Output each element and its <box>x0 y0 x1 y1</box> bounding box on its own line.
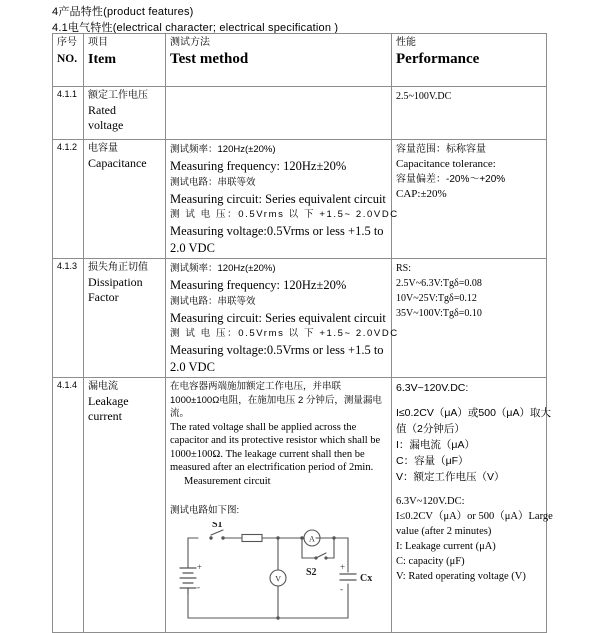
column-header-item-cn: 项目 <box>88 37 108 48</box>
column-header-item-en: Item <box>88 52 116 67</box>
performance-line: value (after 2 minutes) <box>396 526 492 537</box>
performance-line: 值（2分钟后） <box>396 423 465 435</box>
row-item <box>84 87 166 140</box>
column-header-item <box>84 34 166 87</box>
performance-line: RS: <box>396 263 412 274</box>
row-performance <box>392 259 547 378</box>
performance-spacer <box>396 485 543 494</box>
performance-line: I≤0.2CV（μA）or 500（μA）Large <box>396 511 553 522</box>
junction-dots <box>209 536 335 619</box>
row-test-method <box>166 378 392 633</box>
column-header-performance-en: Performance <box>396 51 480 67</box>
row-item-en-line1: Leakage <box>88 394 129 408</box>
capacitor-plus-label: + <box>340 562 346 572</box>
row-item-cn: 电容量 <box>88 143 118 154</box>
test-line: 测试电路：串联等效 <box>170 176 256 188</box>
battery-symbol <box>180 568 196 594</box>
row-item <box>84 259 166 378</box>
row-item-en-line1: Rated <box>88 103 116 117</box>
heading-electrical-characteristics: 4.1电气特性(electrical character; electrical specification ) <box>52 22 339 34</box>
test-line: Measuring voltage:0.5Vrms or less +1.5 to <box>170 224 384 238</box>
performance-line: Capacitance tolerance: <box>396 158 496 170</box>
column-header-test-method <box>166 34 392 87</box>
electrical-specification-table <box>52 33 553 633</box>
performance-line: 6.3V~120V.DC: <box>396 496 465 507</box>
test-measurement-circuit-label: Measurement circuit <box>184 475 271 487</box>
row-item-cn: 损失角正切值 <box>88 262 148 273</box>
battery-minus-label: - <box>197 582 200 592</box>
test-line: 测试电路：串联等效 <box>170 295 256 307</box>
test-line: Measuring voltage:0.5Vrms or less +1.5 to <box>170 343 384 357</box>
table-row <box>53 87 547 140</box>
row-number: 4.1.2 <box>53 140 84 259</box>
performance-line: C：容量（μF） <box>396 455 469 467</box>
test-line: Measuring circuit: Series equivalent circuit <box>170 310 386 325</box>
column-header-no-cn: 序号 <box>57 37 77 48</box>
test-line: 2.0 VDC <box>170 359 215 374</box>
performance-line: 2.5~100V.DC <box>396 91 452 102</box>
row-number: 4.1.3 <box>53 259 84 378</box>
performance-line: I：漏电流（μA） <box>396 439 475 451</box>
test-line: 测试频率：120Hz(±20%) <box>170 263 276 274</box>
row-number: 4.1.4 <box>53 378 84 633</box>
capacitor-symbol <box>340 574 356 580</box>
performance-line: 6.3V~120V.DC: <box>396 382 469 394</box>
column-header-no-en: NO. <box>57 53 78 65</box>
table-row <box>53 259 547 378</box>
test-line: Measuring frequency: 120Hz±20% <box>170 278 347 292</box>
row-performance <box>392 87 547 140</box>
table-row <box>53 140 547 259</box>
performance-line: 35V~100V:Tgδ=0.10 <box>396 308 482 319</box>
test-line: Measuring frequency: 120Hz±20% <box>170 159 347 173</box>
row-item-en-line1: Capacitance <box>88 156 147 170</box>
performance-line: V: Rated operating voltage (V) <box>396 571 526 582</box>
test-paragraph-en: The rated voltage shall be applied across the capacitor and its protective resistor which shall be 1000±100Ω. The leakage current shall then be measured after an electrification period of 2min. <box>170 421 381 473</box>
table-header-row <box>53 34 547 87</box>
column-header-test-method-en: Test method <box>170 51 249 67</box>
capacitor-cx-label: Cx <box>360 573 373 584</box>
row-item <box>84 378 166 633</box>
row-item <box>84 140 166 259</box>
row-item-cn: 额定工作电压 <box>88 90 148 101</box>
battery-plus-label: + <box>197 562 203 572</box>
performance-line: 容量偏差：-20%～+20% <box>396 174 506 185</box>
measurement-circuit-diagram <box>178 522 388 630</box>
row-item-en-line1: Dissipation <box>88 275 143 289</box>
performance-line: I: Leakage current (μA) <box>396 541 496 552</box>
column-header-no <box>53 34 84 87</box>
row-item-en-line2: Factor <box>88 290 119 304</box>
performance-line: CAP:±20% <box>396 188 447 200</box>
column-header-performance-cn: 性能 <box>396 37 416 48</box>
capacitor-minus-label: - <box>340 584 343 594</box>
table-row <box>53 378 547 633</box>
row-test-method <box>166 140 399 259</box>
test-line: 2.0 VDC <box>170 240 215 255</box>
row-test-method <box>166 87 392 140</box>
performance-line: I≤0.2CV（μA）或500（μA）取大 <box>396 407 551 419</box>
performance-line: 10V~25V:Tgδ=0.12 <box>396 293 477 304</box>
voltmeter-icon: V <box>275 574 281 584</box>
performance-line: 2.5V~6.3V:Tgδ=0.08 <box>396 278 482 289</box>
test-line: 测 试 电 压：0.5Vrms 以 下 +1.5~ 2.0VDC <box>170 328 399 339</box>
performance-spacer <box>396 396 543 405</box>
row-performance <box>392 378 553 633</box>
switch-s1-label: S1 <box>212 522 223 530</box>
column-header-test-method-cn: 测试方法 <box>170 37 210 48</box>
column-header-performance <box>392 34 547 87</box>
row-item-en-line2: voltage <box>88 118 124 132</box>
row-item-cn: 漏电流 <box>88 381 118 392</box>
switch-s2-label: S2 <box>306 567 317 578</box>
test-line: 测 试 电 压：0.5Vrms 以 下 +1.5~ 2.0VDC <box>170 209 399 220</box>
heading-product-features: 4产品特性(product features) <box>52 6 194 18</box>
performance-line: C: capacity (μF) <box>396 556 465 567</box>
test-line: 测试频率：120Hz(±20%) <box>170 144 276 155</box>
row-performance <box>392 140 547 259</box>
row-number: 4.1.1 <box>53 87 84 140</box>
performance-line: V：额定工作电压（V） <box>396 471 505 483</box>
performance-line: 容量范围：标称容量 <box>396 144 486 155</box>
spec-table-wrapper <box>52 33 553 633</box>
test-paragraph-cn: 在电容器两端施加额定工作电压，并串联1000±100Ω电阻，在施加电压 2 分钟后，测量漏电流。 <box>170 381 382 419</box>
test-line: Measuring circuit: Series equivalent circuit <box>170 191 386 206</box>
row-test-method <box>166 259 399 378</box>
test-circuit-note-cn: 测试电路如下图: <box>170 505 240 516</box>
ammeter-icon: A <box>309 534 315 544</box>
row-item-en-line2: current <box>88 409 122 423</box>
